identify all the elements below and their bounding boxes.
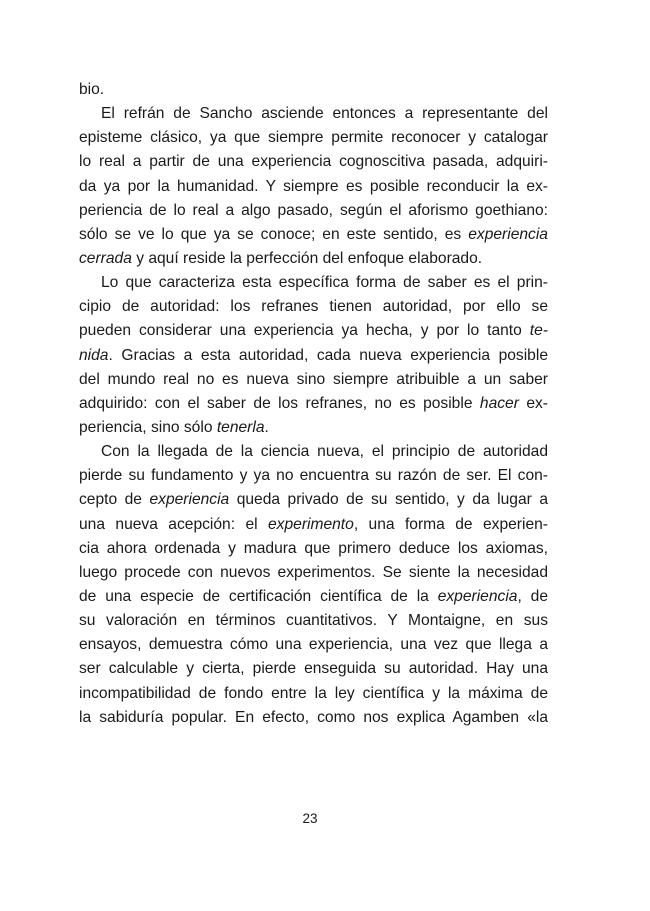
- text-run: del mundo real no es nueva sino siempre atribuible a un saber: [79, 370, 548, 388]
- text-line: [79, 319, 548, 343]
- text-line: [79, 633, 548, 657]
- text-run: incompatibilidad de fondo entre la ley científica y la máxima de: [79, 684, 548, 702]
- paragraph: [79, 78, 548, 102]
- italic-text: experimento: [268, 515, 354, 533]
- text-line: [79, 78, 548, 102]
- text-run: cipio de autoridad: los refranes tienen autoridad, por ello se: [79, 298, 548, 316]
- text-line: [79, 537, 548, 561]
- page-number: 23: [302, 811, 318, 826]
- text-run: Lo que caracteriza esta específica forma de saber es el prin-: [101, 274, 548, 292]
- text-run: y aquí reside la perfección del enfoque elaborado.: [131, 249, 483, 267]
- text-line: [79, 295, 548, 319]
- italic-text: nida: [79, 346, 109, 364]
- text-line: [79, 392, 548, 416]
- text-run: pierde su fundamento y ya no encuentra su razón de ser. El con-: [79, 467, 548, 485]
- text-run: una nueva acepción: el: [79, 515, 268, 533]
- text-line: [79, 585, 548, 609]
- text-line: [79, 682, 548, 706]
- text-run: bio.: [79, 81, 105, 98]
- text-line: [79, 440, 548, 464]
- italic-text: experiencia: [468, 225, 548, 243]
- text-run: periencia, sino sólo: [79, 418, 217, 436]
- text-line: [79, 416, 548, 440]
- text-line: [79, 271, 548, 295]
- text-run: ensayos, demuestra cómo una experiencia, una vez que llega a: [79, 636, 548, 654]
- text-run: la sabiduría popular. En efecto, como nos explica Agamben «la: [79, 708, 548, 726]
- text-line: [79, 126, 548, 150]
- italic-text: cerrada: [79, 249, 132, 267]
- text-line: [79, 199, 548, 223]
- text-line: [79, 102, 548, 126]
- text-line: [79, 150, 548, 174]
- text-run: El refrán de Sancho asciende entonces a representante del: [101, 105, 548, 123]
- text-line: [79, 344, 548, 368]
- text-run: ser calculable y cierta, pierde enseguida su autoridad. Hay una: [79, 660, 548, 678]
- text-run: episteme clásico, ya que siempre permite reconocer y catalogar: [79, 129, 548, 147]
- text-run: luego procede con nuevos experimentos. Se siente la necesidad: [79, 563, 548, 581]
- text-run: da ya por la humanidad. Y siempre es posible reconducir la ex-: [79, 177, 548, 195]
- text-run: . Gracias a esta autoridad, cada nueva experiencia posible: [108, 346, 548, 364]
- text-line: [79, 561, 548, 585]
- text-run: , una forma de experien-: [353, 515, 548, 533]
- paragraph: [79, 271, 548, 440]
- text-run: cia ahora ordenada y madura que primero deduce los axiomas,: [79, 539, 548, 557]
- italic-text: te-: [529, 322, 548, 340]
- text-line: [79, 657, 548, 681]
- text-line: [79, 706, 548, 730]
- text-run: cepto de: [79, 491, 150, 509]
- text-run: Con la llegada de la ciencia nueva, el principio de autoridad: [101, 443, 548, 461]
- text-run: .: [264, 418, 269, 436]
- paragraph: [79, 440, 548, 730]
- text-run: queda privado de su sentido, y da lugar a: [229, 491, 548, 509]
- text-run: , de: [517, 587, 549, 605]
- text-line: [79, 464, 548, 488]
- text-line: [79, 488, 548, 512]
- text-run: su valoración en términos cuantitativos. Y Montaigne, en sus: [79, 612, 548, 630]
- text-line: [79, 513, 548, 537]
- text-run: pueden considerar una experiencia ya hecha, y por lo tanto: [79, 322, 530, 340]
- paragraph: [79, 102, 548, 271]
- text-line: [79, 175, 548, 199]
- text-line: [79, 368, 548, 392]
- text-run: sólo se ve lo que ya se conoce; en este sentido, es: [79, 225, 469, 243]
- italic-text: tenerla: [216, 418, 265, 436]
- italic-text: experiencia: [437, 587, 518, 605]
- italic-text: experiencia: [149, 491, 230, 509]
- text-run: adquirido: con el saber de los refranes, no es posible: [79, 394, 480, 412]
- italic-text: hacer: [479, 394, 519, 412]
- text-run: de una especie de certificación científica de la: [79, 587, 438, 605]
- text-run: ex-: [518, 394, 548, 412]
- text-line: [79, 609, 548, 633]
- text-run: lo real a partir de una experiencia cognoscitiva pasada, adquiri-: [79, 153, 548, 171]
- text-line: [79, 223, 548, 247]
- body-text: [79, 78, 548, 730]
- text-run: periencia de lo real a algo pasado, según el aforismo goethiano:: [79, 201, 548, 219]
- text-line: [79, 247, 548, 271]
